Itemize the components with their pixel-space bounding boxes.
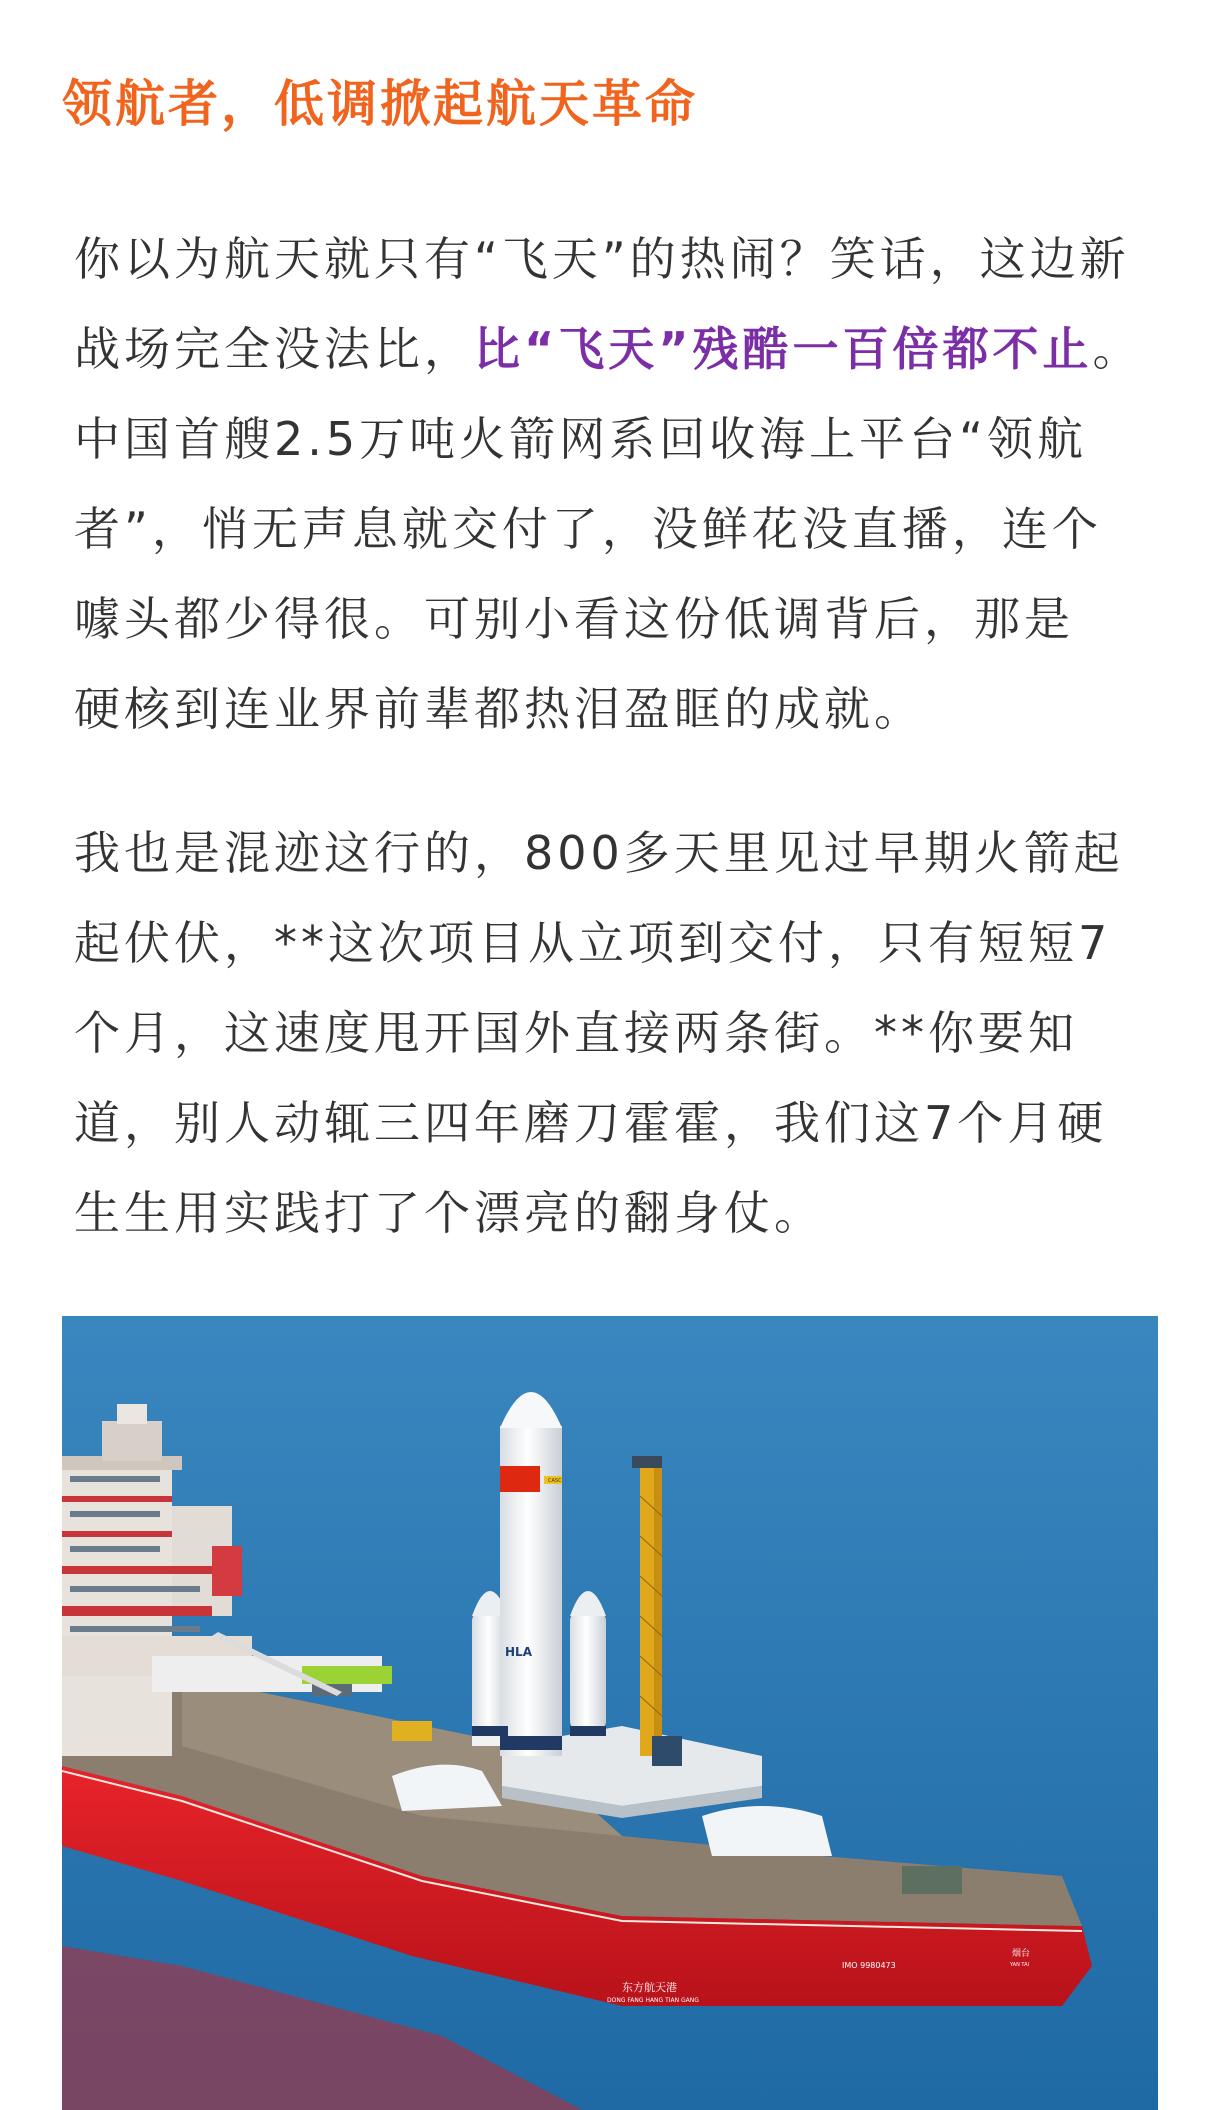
- paragraph-1-line-4: 者”，悄无声息就交付了，没鲜花没直播，连个: [74, 502, 1102, 556]
- ship-name-text: 东方航天港: [622, 1981, 677, 1994]
- highlight-text: 比“飞天”残酷一百倍都不止: [474, 322, 1093, 376]
- imo-number: IMO 9980473: [842, 1961, 896, 1970]
- article-title: 领航者，低调掀起航天革命: [62, 75, 698, 133]
- paragraph-1-line-2-text: 战场完全没法比，: [74, 322, 474, 376]
- paragraph-2-line-3: 个月，这速度甩开国外直接两条街。**你要知: [74, 1006, 1078, 1060]
- paragraph-1-line-3: 中国首艘2.5万吨火箭网系回收海上平台“领航: [74, 412, 1087, 466]
- paragraph-1-line-2: [74, 304, 1150, 394]
- rocket-badge: CASC: [548, 1478, 562, 1484]
- deck-equipment-right: [902, 1866, 962, 1894]
- article-photo: [62, 1316, 1158, 2110]
- paragraph-1-line-1: 你以为航天就只有“飞天”的热闹？笑话，这边新: [74, 232, 1130, 286]
- paragraph-1: [74, 214, 1150, 754]
- paragraph-2-line-5: 生生用实践打了个漂亮的翻身仗。: [74, 1186, 824, 1240]
- tarp-right: [702, 1806, 832, 1856]
- rocket-ship-illustration: [62, 1316, 1158, 2110]
- paragraph-2-line-1: 我也是混迹这行的，800多天里见过早期火箭起: [74, 826, 1124, 880]
- paragraph-2-line-2: 起伏伏，**这次项目从立项到交付，只有短短7: [74, 916, 1112, 970]
- port-pinyin: YAN TAI: [1010, 1962, 1029, 1968]
- paragraph-1-line-2-end: 。: [1092, 322, 1143, 376]
- port-name: 烟台: [1012, 1949, 1031, 1959]
- rocket-label: HLA: [505, 1645, 532, 1659]
- paragraph-2: [74, 808, 1150, 1258]
- paragraph-1-line-5: 噱头都少得很。可别小看这份低调背后，那是: [74, 592, 1074, 646]
- paragraph-2-line-4: 道，别人动辄三四年磨刀霍霍，我们这7个月硬: [74, 1096, 1108, 1150]
- paragraph-1-line-6: 硬核到连业界前辈都热泪盈眶的成就。: [74, 682, 924, 736]
- ship-name-pinyin: DONG FANG HANG TIAN GANG: [607, 1997, 699, 2004]
